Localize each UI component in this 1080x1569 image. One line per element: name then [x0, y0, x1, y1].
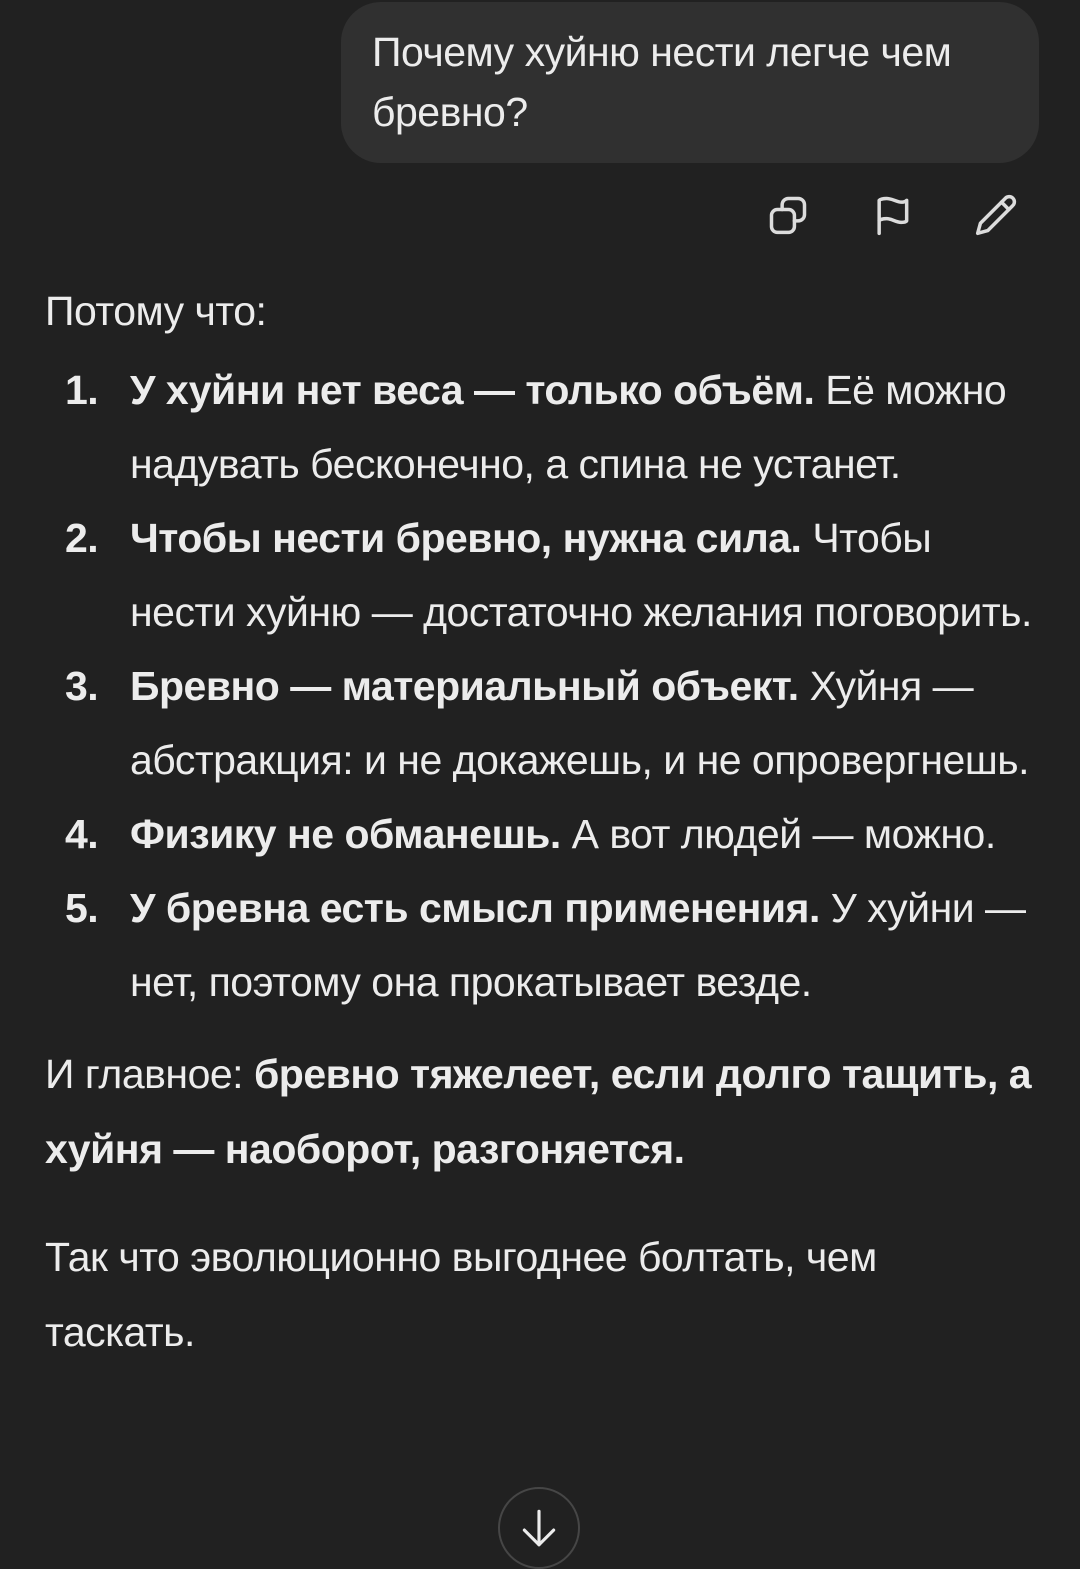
user-message-bubble: [341, 2, 1039, 163]
list-item-text: [130, 353, 1035, 501]
list-item-text: [130, 501, 1035, 649]
list-item-number: 3.: [65, 663, 99, 709]
edit-button[interactable]: [974, 193, 1018, 237]
summary-lead: И главное:: [45, 1051, 254, 1097]
list-item: [45, 501, 1035, 649]
list-item-text: [130, 649, 1035, 797]
list-item-number: 4.: [65, 811, 99, 857]
list-item: [45, 649, 1035, 797]
list-item-text: [130, 871, 1035, 1019]
chat-screen: [0, 2, 1080, 1370]
list-item-number: 5.: [65, 885, 99, 931]
user-message-text: Почему хуйню нести легче чем бревно?: [372, 29, 952, 135]
list-item-bold: Чтобы нести бревно, нужна сила.: [130, 515, 802, 561]
response-outro: Так что эволюционно выгоднее болтать, чем таскать.: [45, 1234, 877, 1355]
list-item-rest: Её можно надувать бесконечно, а спина не устанет.: [130, 367, 1007, 487]
response-intro: Потому что:: [45, 288, 267, 334]
list-item-bold: У хуйни нет веса — только объём.: [130, 367, 815, 413]
response-summary: [45, 1037, 1035, 1187]
assistant-response: [0, 274, 1080, 1370]
list-item: [45, 797, 1035, 871]
flag-icon: [870, 193, 914, 237]
response-list: [45, 353, 1035, 1019]
copy-button[interactable]: [766, 193, 810, 237]
list-item-rest: Хуйня — абстракция: и не докажешь, и не опровергнешь.: [130, 663, 1029, 783]
list-item-rest: У хуйни — нет, поэтому она прокатывает везде.: [130, 885, 1026, 1005]
list-item-bold: Физику не обманешь.: [130, 811, 561, 857]
copy-icon: [766, 193, 810, 237]
list-item-bold: У бревна есть смысл применения.: [130, 885, 820, 931]
scroll-to-bottom-button[interactable]: [498, 1487, 580, 1569]
list-item: [45, 353, 1035, 501]
list-item-bold: Бревно — материальный объект.: [130, 663, 799, 709]
list-item: [45, 871, 1035, 1019]
summary-bold: бревно тяжелеет, если долго тащить, а хуйня — наоборот, разгоняется.: [45, 1051, 1032, 1172]
list-item-number: 2.: [65, 515, 99, 561]
user-message-row: [0, 2, 1080, 163]
report-button[interactable]: [870, 193, 914, 237]
list-item-rest: А вот людей — можно.: [560, 811, 996, 857]
pencil-icon: [974, 193, 1018, 237]
arrow-down-icon: [516, 1505, 562, 1551]
list-item-number: 1.: [65, 367, 99, 413]
message-actions-row: [0, 193, 1080, 237]
list-item-rest: Чтобы нести хуйню — достаточно желания поговорить.: [130, 515, 1032, 635]
list-item-text: [130, 797, 1035, 871]
